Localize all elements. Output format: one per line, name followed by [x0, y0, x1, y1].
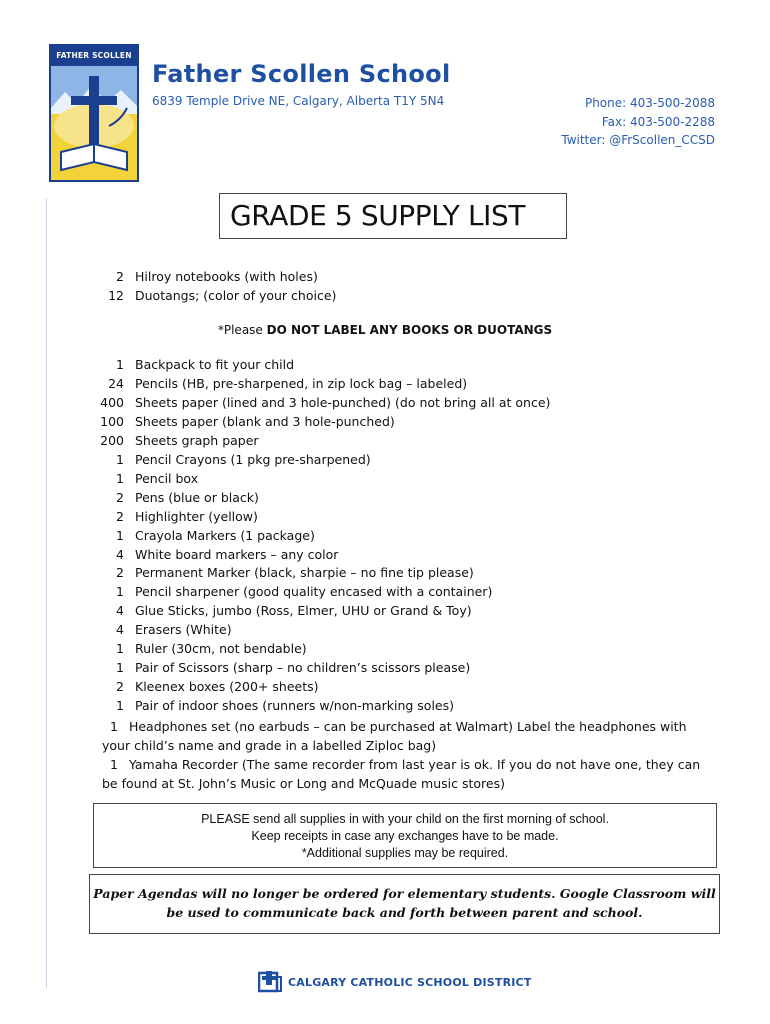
- item-description: Hilroy notebooks (with holes): [135, 269, 318, 284]
- list-item: [100, 489, 259, 507]
- item-quantity: 24: [108, 375, 124, 391]
- item-quantity: 1: [116, 584, 124, 600]
- notice-line: *Additional supplies may be required.: [301, 846, 509, 860]
- list-item: [100, 268, 318, 286]
- item-quantity: 1: [116, 641, 124, 657]
- item-description: Sheets graph paper: [135, 432, 259, 448]
- list-item: [100, 640, 307, 658]
- item-quantity: 1: [116, 698, 124, 714]
- item-quantity: 2: [116, 269, 124, 284]
- item-description: Erasers (White): [135, 622, 232, 638]
- logo-label: FATHER SCOLLEN: [56, 51, 132, 60]
- item-description: Duotangs; (color of your choice): [135, 288, 337, 303]
- item-description: Pencils (HB, pre-sharpened, in zip lock bag – labeled): [135, 375, 468, 391]
- item-quantity: 2: [116, 489, 124, 505]
- school-name: Father Scollen School: [152, 60, 451, 88]
- list-item: [100, 697, 454, 715]
- list-item: [102, 717, 717, 755]
- item-description: Ruler (30cm, not bendable): [135, 641, 307, 657]
- list-item: [100, 413, 395, 431]
- item-description: Permanent Marker (black, sharpie – no fine tip please): [135, 565, 474, 581]
- district-name: CALGARY CATHOLIC SCHOOL DISTRICT: [288, 975, 532, 989]
- list-item: [100, 621, 232, 639]
- list-item: [100, 375, 467, 393]
- list-item: [100, 356, 294, 374]
- item-description: Pens (blue or black): [135, 489, 259, 505]
- agenda-line: Paper Agendas will no longer be ordered for elementary students. Google Classroom will: [93, 886, 716, 901]
- item-quantity: 2: [116, 508, 124, 524]
- item-description: Glue Sticks, jumbo (Ross, Elmer, UHU or Grand & Toy): [135, 603, 472, 619]
- list-item: [100, 470, 198, 488]
- list-item: [100, 546, 338, 564]
- list-item: [100, 583, 492, 601]
- contact-info: [561, 94, 715, 150]
- item-description: Sheets paper (blank and 3 hole-punched): [135, 413, 395, 429]
- title-box: [219, 193, 567, 239]
- list-item: [100, 287, 336, 305]
- district-logo-icon: [258, 971, 282, 993]
- cross-book-icon: [51, 66, 137, 180]
- item-quantity: 2: [116, 565, 124, 581]
- list-item: [100, 678, 319, 696]
- item-description: Pencil sharpener (good quality encased with a container): [135, 584, 493, 600]
- item-description: Highlighter (yellow): [135, 508, 258, 524]
- item-quantity: 1: [116, 357, 124, 372]
- phone-number: Phone: 403-500-2088: [584, 96, 715, 110]
- list-item: [100, 451, 371, 469]
- page-title: GRADE 5 SUPPLY LIST: [230, 199, 526, 232]
- item-quantity: 4: [116, 546, 124, 562]
- school-address: 6839 Temple Drive NE, Calgary, Alberta T1Y 5N4: [152, 94, 445, 108]
- list-item: [102, 755, 717, 793]
- item-quantity: 4: [116, 603, 124, 619]
- notice-box: [93, 803, 717, 868]
- agenda-notice-box: [89, 874, 720, 934]
- item-description: Headphones set (no earbuds – can be purchased at Walmart) Label the headphones with your child’s name and grade in a labelled Ziploc bag): [102, 719, 687, 753]
- list-item: [100, 508, 258, 526]
- list-item: [100, 659, 470, 677]
- label-warning: [0, 323, 770, 337]
- list-item: [100, 527, 315, 545]
- item-quantity: 1: [110, 719, 118, 734]
- item-description: Pair of Scissors (sharp – no children’s scissors please): [135, 660, 471, 676]
- note-prefix: *Please: [217, 323, 267, 337]
- item-quantity: 4: [116, 622, 124, 638]
- item-quantity: 2: [116, 679, 124, 695]
- item-quantity: 12: [108, 288, 124, 303]
- item-description: Kleenex boxes (200+ sheets): [135, 679, 319, 695]
- list-item: [100, 602, 472, 620]
- notice-line: PLEASE send all supplies in with your child on the first morning of school.: [201, 812, 609, 826]
- item-quantity: 1: [116, 527, 124, 543]
- item-description: Backpack to fit your child: [135, 357, 295, 372]
- notice-line: Keep receipts in case any exchanges have to be made.: [251, 829, 559, 843]
- item-description: Sheets paper (lined and 3 hole-punched) (do not bring all at once): [135, 394, 551, 410]
- twitter-handle: Twitter: @FrScollen_CCSD: [561, 133, 715, 147]
- item-quantity: 200: [100, 432, 124, 448]
- item-description: White board markers – any color: [135, 546, 339, 562]
- fax-number: Fax: 403-500-2288: [601, 114, 715, 129]
- list-item: [100, 394, 550, 412]
- item-description: Pencil box: [135, 470, 199, 486]
- item-description: Pair of indoor shoes (runners w/non-marking soles): [135, 698, 455, 714]
- item-quantity: 1: [110, 757, 118, 772]
- item-description: Crayola Markers (1 package): [135, 527, 315, 543]
- list-item: [100, 432, 259, 450]
- left-margin-rule: [46, 198, 47, 988]
- item-quantity: 1: [116, 451, 124, 467]
- item-quantity: 100: [100, 413, 124, 429]
- note-emphasis: DO NOT LABEL ANY BOOKS OR DUOTANGS: [266, 323, 553, 337]
- item-description: Yamaha Recorder (The same recorder from last year is ok. If you do not have one, they can be found at St. John’s Music or Long and McQuade music stores): [102, 757, 701, 791]
- agenda-line: be used to communicate back and forth between parent and school.: [166, 905, 643, 920]
- item-quantity: 400: [100, 394, 124, 410]
- district-footer: [258, 970, 532, 994]
- list-item: [100, 564, 474, 582]
- item-quantity: 1: [116, 660, 124, 676]
- item-quantity: 1: [116, 470, 124, 486]
- school-logo: [49, 44, 139, 182]
- item-description: Pencil Crayons (1 pkg pre-sharpened): [135, 451, 371, 467]
